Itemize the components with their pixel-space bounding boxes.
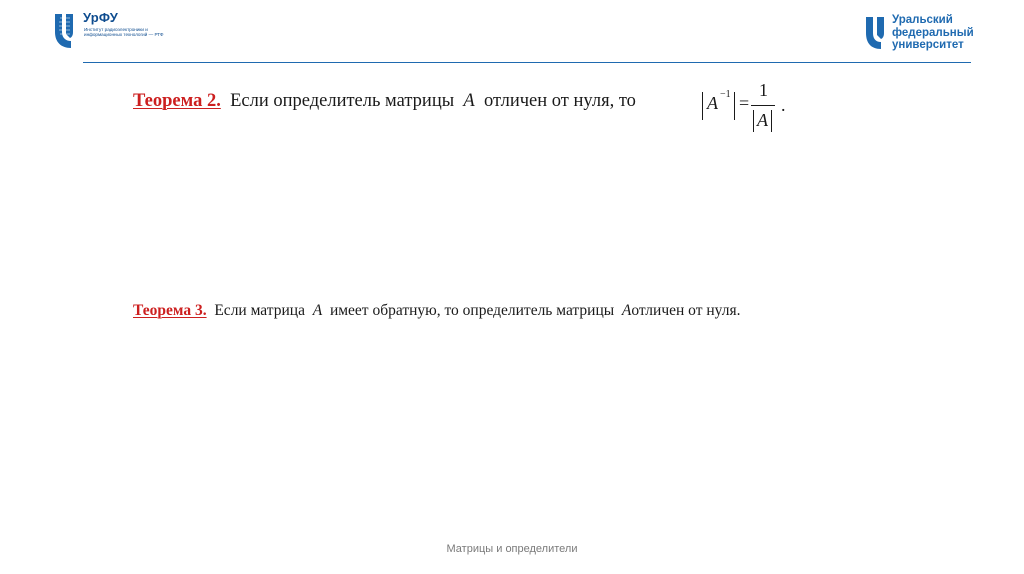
formula-equals: = (739, 93, 750, 113)
theorem-2-text-b: отличен от нуля, то (483, 91, 636, 111)
theorem-3-label: Теорема 3. (133, 302, 207, 319)
formula-fraction-bar (751, 105, 775, 106)
logo-brand-text: УрФУ (83, 10, 119, 25)
university-name (892, 14, 974, 52)
theorem-2 (133, 91, 636, 112)
theorem-3-text-c: отличен от нуля. (631, 302, 741, 319)
logo-subtitle: Институт радиоэлектроники и информационных технологий — РТФ (84, 27, 164, 38)
theorem-2-label: Теорема 2. (133, 91, 221, 111)
urfu-institute-logo (52, 10, 162, 56)
urfu-emblem-icon (52, 12, 78, 52)
slide-footer-title: Матрицы и определители (446, 543, 578, 555)
university-name-line1: Уральский (892, 14, 953, 26)
formula-period: . (781, 95, 786, 115)
formula-numerator: 1 (759, 80, 768, 100)
university-name-line2: федеральный (892, 26, 974, 39)
theorem-3-text-b: имеет обратную, то определитель матрицы (329, 302, 615, 319)
theorem-3-var1: A (312, 302, 323, 319)
theorem-3 (133, 302, 740, 320)
theorem-3-var2: A (621, 302, 632, 319)
inverse-determinant-formula (698, 80, 788, 136)
theorem-2-text-a: Если определитель матрицы (230, 91, 455, 111)
urfu-u-icon (864, 16, 888, 52)
header-divider (83, 62, 971, 63)
formula-base: A (707, 93, 718, 113)
formula-denominator: A (757, 110, 768, 130)
theorem-3-text-a: Если матрица (214, 302, 305, 319)
formula-exponent: −1 (720, 89, 731, 100)
university-name-line3: университет (892, 39, 964, 51)
urfu-university-logo (864, 14, 984, 54)
theorem-2-var: A (463, 91, 475, 111)
